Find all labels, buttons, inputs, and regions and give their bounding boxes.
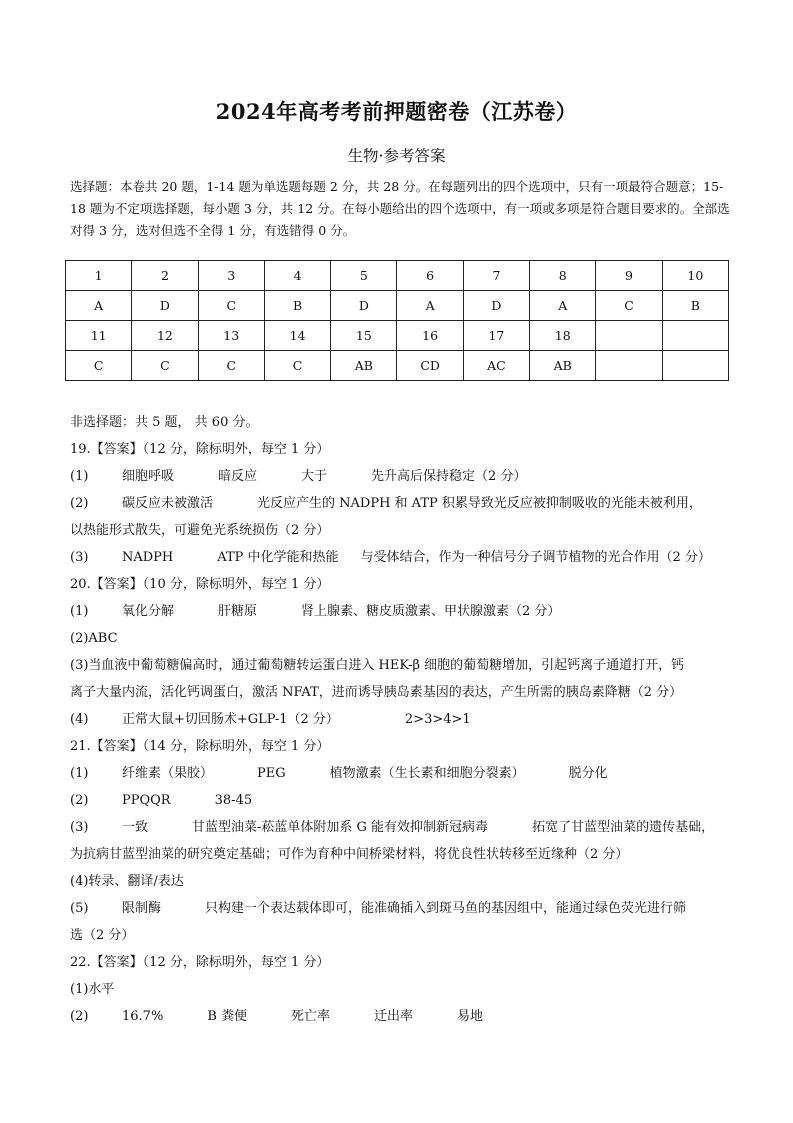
- q19-part2-continued: 以热能形式散失，可避免光系统损伤（2 分）: [70, 523, 330, 538]
- answer-text: 只构建一个表达载体即可，能准确插入到斑马鱼的基因组中，能通过绿色荧光进行筛: [205, 901, 687, 916]
- q20-part4: [70, 706, 735, 733]
- answer-text: 拓宽了甘蓝型油菜的遗传基础，: [532, 820, 715, 835]
- table-cell: C: [198, 351, 264, 381]
- answer-text: 一致: [122, 820, 149, 835]
- table-cell: A: [397, 291, 463, 321]
- answer-text: 与受体结合，作为一种信号分子调节植物的光合作用（2 分）: [360, 550, 711, 565]
- answer-text: 脱分化: [568, 766, 608, 781]
- answer-text: 2>3>4>1: [404, 712, 471, 727]
- page-title: 2024年高考考前押题密卷（江苏卷）: [215, 99, 578, 124]
- table-cell: D: [132, 291, 198, 321]
- answer-text: 甘蓝型油菜-菘蓝单体附加系 G 能有效抑制新冠病毒: [192, 820, 489, 835]
- table-cell: C: [132, 351, 198, 381]
- part-number: (2): [70, 1009, 89, 1024]
- part-number: (1): [70, 469, 89, 484]
- table-cell: AC: [463, 351, 529, 381]
- table-cell: 10: [662, 261, 728, 291]
- table-cell: B: [264, 291, 330, 321]
- table-cell: 13: [198, 321, 264, 351]
- answer-text: PEG: [257, 766, 286, 781]
- table-cell: 11: [66, 321, 132, 351]
- q19-part2: [70, 490, 735, 517]
- answer-text: 先升高后保持稳定（2 分）: [371, 469, 527, 484]
- answer-text: 碳反应未被激活: [122, 496, 214, 511]
- table-cell: 4: [264, 261, 330, 291]
- table-row-answers-1: [66, 291, 729, 321]
- table-cell: C: [264, 351, 330, 381]
- part-number: (4): [70, 712, 89, 727]
- table-cell: CD: [397, 351, 463, 381]
- table-row-answers-2: [66, 351, 729, 381]
- q22-header: 22.【答案】（12 分，除标明外，每空 1 分）: [70, 955, 330, 970]
- table-cell: 16: [397, 321, 463, 351]
- answer-text: 死亡率: [291, 1009, 331, 1024]
- answer-table: [65, 260, 729, 381]
- table-cell: [662, 321, 728, 351]
- table-cell: 7: [463, 261, 529, 291]
- nonchoice-header: 非选择题：共 5 题， 共 60 分。: [70, 415, 259, 430]
- answer-text: B 粪便: [207, 1009, 247, 1024]
- q20-part2: (2)ABC: [70, 631, 118, 646]
- part-number: (1): [70, 604, 89, 619]
- answer-text: 迁出率: [374, 1009, 414, 1024]
- table-cell: 15: [331, 321, 397, 351]
- table-cell: 18: [530, 321, 596, 351]
- table-cell: 6: [397, 261, 463, 291]
- answer-text: NADPH: [122, 550, 174, 565]
- part-number: (2): [70, 793, 89, 808]
- part-number: (3): [70, 550, 89, 565]
- answer-text: PPQQR: [122, 793, 171, 808]
- answer-text: 光反应产生的 NADPH 和 ATP 积累导致光反应被抑制吸收的光能未被利用，: [257, 496, 702, 511]
- table-cell: C: [596, 291, 662, 321]
- answer-text: ATP 中化学能和热能: [217, 550, 339, 565]
- q20-part1: [70, 598, 735, 625]
- table-cell: 12: [132, 321, 198, 351]
- q19-header: 19.【答案】（12 分，除标明外，每空 1 分）: [70, 442, 330, 457]
- table-cell: 8: [530, 261, 596, 291]
- table-cell: AB: [331, 351, 397, 381]
- table-cell: 1: [66, 261, 132, 291]
- answer-text: 纤维素（果胶）: [122, 766, 214, 781]
- table-cell: C: [66, 351, 132, 381]
- table-cell: 3: [198, 261, 264, 291]
- q21-part3-continued: 为抗病甘蓝型油菜的研究奠定基础；可作为育种中间桥梁材料，将优良性状转移至近缘种（2 分）: [70, 847, 629, 862]
- q21-part2: [70, 787, 735, 814]
- q21-part1: [70, 760, 735, 787]
- table-cell: C: [198, 291, 264, 321]
- q21-part5-continued: 选（2 分）: [70, 928, 135, 943]
- answer-text: 肾上腺素、糖皮质激素、甲状腺激素（2 分）: [301, 604, 561, 619]
- answer-text: 正常大鼠+切回肠术+GLP-1（2 分）: [122, 712, 339, 727]
- q20-part3: (3)当血液中葡萄糖偏高时，通过葡萄糖转运蛋白进入 HEK-β 细胞的葡萄糖增加，引起钙离子通道打开，钙: [70, 658, 685, 673]
- table-cell: 14: [264, 321, 330, 351]
- part-number: (2): [70, 496, 89, 511]
- answer-text: 暗反应: [218, 469, 258, 484]
- table-row-numbers-2: [66, 321, 729, 351]
- table-cell: 5: [331, 261, 397, 291]
- table-cell: [596, 321, 662, 351]
- answer-text: 38-45: [214, 793, 253, 808]
- q21-part3: [70, 814, 735, 841]
- q20-header: 20.【答案】（10 分，除标明外，每空 1 分）: [70, 577, 330, 592]
- answer-text: 植物激素（生长素和细胞分裂素）: [329, 766, 525, 781]
- table-cell: A: [530, 291, 596, 321]
- answer-text: 16.7%: [122, 1009, 164, 1024]
- table-cell: 9: [596, 261, 662, 291]
- answer-text: 氧化分解: [122, 604, 175, 619]
- table-cell: [596, 351, 662, 381]
- answer-text: 限制酶: [122, 901, 162, 916]
- table-cell: 2: [132, 261, 198, 291]
- part-number: (1): [70, 766, 89, 781]
- choice-instructions: 选择题：本卷共 20 题，1-14 题为单选题每题 2 分，共 28 分。在每题列出的四个选项中，只有一项最符合题意；15-18 题为不定项选择题，每小题 3 分，共 12 分。在每小题给出的四个选项中，有一项或多项是符合题目要求的。全部选对得 3 分，选对但选不全得 1 分，有选错得 0 分。: [70, 179, 730, 238]
- table-cell: A: [66, 291, 132, 321]
- answer-text: 肝糖原: [218, 604, 258, 619]
- non-choice-answers: [70, 409, 735, 1030]
- q22-part1: (1)水平: [70, 982, 115, 997]
- answer-text: 大于: [301, 469, 328, 484]
- table-cell: D: [331, 291, 397, 321]
- part-number: (5): [70, 901, 89, 916]
- answer-text: 易地: [457, 1009, 484, 1024]
- table-cell: 17: [463, 321, 529, 351]
- q21-header: 21.【答案】（14 分，除标明外，每空 1 分）: [70, 739, 330, 754]
- table-row-numbers-1: [66, 261, 729, 291]
- table-cell: [662, 351, 728, 381]
- answer-text: 细胞呼吸: [122, 469, 175, 484]
- q20-part3-continued: 离子大量内流，活化钙调蛋白，激活 NFAT，进而诱导胰岛素基因的表达，产生所需的胰岛素降糖（2 分）: [70, 685, 683, 700]
- table-cell: D: [463, 291, 529, 321]
- q21-part5: [70, 895, 735, 922]
- page-subtitle: 生物·参考答案: [347, 147, 446, 165]
- part-number: (3): [70, 820, 89, 835]
- table-cell: B: [662, 291, 728, 321]
- q19-part1: [70, 463, 735, 490]
- q21-part4: (4)转录、翻译/表达: [70, 874, 184, 889]
- table-cell: AB: [530, 351, 596, 381]
- q19-part3: [70, 544, 735, 571]
- q22-part2: [70, 1003, 735, 1030]
